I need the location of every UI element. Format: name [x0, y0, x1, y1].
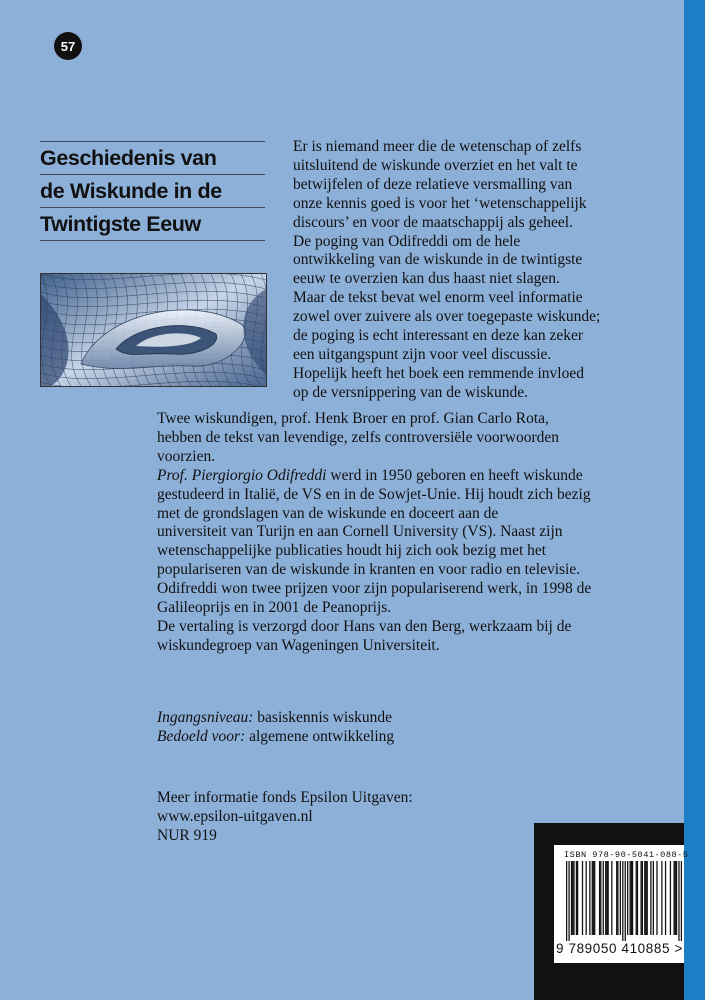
barcode-bar [665, 861, 666, 935]
barcode-bar [605, 861, 606, 935]
barcode-bar [640, 861, 641, 935]
barcode-bar [681, 861, 682, 941]
intro-line: De poging van Odifreddi om de hele [293, 232, 521, 250]
audience-value: algemene ontwikkeling [245, 727, 395, 745]
barcode-bar [600, 861, 601, 935]
barcode-bar [592, 861, 593, 935]
barcode-bar [675, 861, 676, 935]
level-value: basiskennis wiskunde [253, 709, 393, 726]
barcode-bar [622, 861, 623, 941]
barcode-bar [617, 861, 618, 935]
barcode-bar [642, 861, 643, 935]
body-line: hebben de tekst van levendige, zelfs controversiële voorwoorden [157, 428, 559, 446]
barcode-bar [566, 861, 567, 941]
barcode-bar [611, 861, 612, 935]
barcode-bar [572, 861, 573, 935]
intro-line: Hopelijk heeft het boek een remmende invloed [293, 364, 584, 382]
title-rule-bottom [40, 240, 265, 241]
barcode-bar [594, 861, 595, 935]
title-line-2: de Wiskunde in de [40, 179, 222, 203]
author-line [157, 467, 682, 486]
body-line: Odifreddi won twee prijzen voor zijn populariserend werk, in 1998 de [157, 580, 592, 598]
title-line-3: Twintigste Eeuw [40, 212, 201, 236]
barcode-bar [644, 861, 645, 935]
barcode-bar [586, 861, 587, 935]
barcode-bar [670, 861, 671, 935]
series-number-badge: 57 [54, 32, 82, 60]
barcode-bar [616, 861, 617, 935]
intro-line: op de versnippering van de wiskunde. [293, 383, 529, 401]
title-line-1: Geschiedenis van [40, 146, 217, 170]
wireframe-surface-graphic [41, 274, 266, 386]
barcode-bar [661, 861, 662, 935]
barcode-bar [629, 861, 630, 935]
body-line: Twee wiskundigen, prof. Henk Broer en prof. Gian Carlo Rota, [157, 410, 549, 427]
intro-line: eeuw te overzien kan dus haast niet slagen. [293, 270, 560, 288]
barcode-bar [599, 861, 600, 935]
intro-paragraph [293, 138, 673, 403]
body-line: universiteit van Turijn en aan Cornell University (VS). Naast zijn [157, 523, 563, 541]
barcode-bar [589, 861, 590, 935]
intro-line: onze kennis goed is voor het ‘wetenschappelijk [293, 194, 587, 212]
intro-line: betwijfelen of deze relatieve versmalling van [293, 175, 573, 193]
barcode-bar [678, 861, 679, 941]
barcode-bar [636, 861, 637, 935]
barcode-bar [606, 861, 607, 935]
barcode-icon [566, 861, 682, 941]
author-name: Prof. Piergiorgio Odifreddi [157, 466, 327, 484]
body-line: met de grondslagen van de wiskunde en doceert aan de [157, 504, 499, 522]
barcode-bar [593, 861, 594, 935]
intro-line: uitsluitend de wiskunde overziet en het valt te [293, 156, 578, 174]
body-line: wetenschappelijke publicaties houdt hij zich ook bezig met het [157, 542, 547, 560]
isbn-digits: 9 789050 410885 > [556, 941, 683, 956]
isbn-text: ISBN 978-90-5041-088-5 [564, 850, 689, 860]
barcode-bar [647, 861, 648, 935]
audience-info [157, 709, 557, 747]
publisher-info [157, 789, 557, 846]
intro-line: discours’ en voor de maatschappij als geheel. [293, 213, 573, 231]
author-paragraph [157, 410, 682, 656]
barcode-bar [571, 861, 572, 935]
body-line: Galileoprijs en in 2001 de Peanoprijs. [157, 599, 392, 617]
intro-line: ontwikkeling van de wiskunde in de twintigste [293, 251, 583, 269]
wireframe-surface-illustration [40, 273, 267, 387]
intro-line: zowel over zuivere als over toegepaste wiskunde; [293, 308, 601, 326]
barcode-bar [632, 861, 633, 935]
barcode-bar [631, 861, 632, 935]
barcode-bar [645, 861, 646, 935]
level-line [157, 709, 557, 728]
barcode-bar [603, 861, 604, 935]
barcode-bar [625, 861, 626, 941]
audience-line [157, 728, 557, 747]
body-line: gestudeerd in Italië, de VS en in de Sowjet-Unie. Hij houdt zich bezig [157, 485, 591, 503]
barcode-bar [627, 861, 628, 935]
barcode-bar [573, 861, 574, 935]
barcode-bar [608, 861, 609, 935]
book-title [40, 141, 265, 241]
nur-code: NUR 919 [157, 826, 217, 844]
barcode-bar [568, 861, 569, 941]
barcode-bar [582, 861, 583, 935]
intro-line: Er is niemand meer die de wetenschap of zelfs [293, 138, 582, 155]
level-label: Ingangsniveau: [157, 709, 254, 726]
body-line: De vertaling is verzorgd door Hans van den Berg, werkzaam bij de [157, 617, 572, 635]
barcode-bar [653, 861, 654, 935]
barcode-bar [676, 861, 677, 935]
barcode-bar [656, 861, 657, 935]
intro-line: een uitgangspunt zijn voor veel discussie. [293, 345, 552, 363]
intro-line: de poging is echt interessant en deze kan zeker [293, 327, 584, 345]
barcode-bar [576, 861, 577, 935]
barcode-bar [637, 861, 638, 935]
barcode-bar [673, 861, 674, 935]
barcode-bar [577, 861, 578, 935]
body-line: voorzien. [157, 447, 216, 465]
audience-label: Bedoeld voor: [157, 727, 246, 745]
publisher-info-line: Meer informatie fonds Epsilon Uitgaven: [157, 789, 413, 806]
body-line: wiskundegroep van Wageningen Universiteit. [157, 636, 440, 654]
author-line-rest: werd in 1950 geboren en heeft wiskunde [326, 466, 583, 484]
publisher-website: www.epsilon-uitgaven.nl [157, 807, 313, 825]
intro-line: Maar de tekst bevat wel enorm veel informatie [293, 289, 583, 307]
barcode-bar [620, 861, 621, 935]
body-line: populariseren van de wiskunde in kranten en voor radio en televisie. [157, 561, 581, 579]
barcode-bar [650, 861, 651, 935]
